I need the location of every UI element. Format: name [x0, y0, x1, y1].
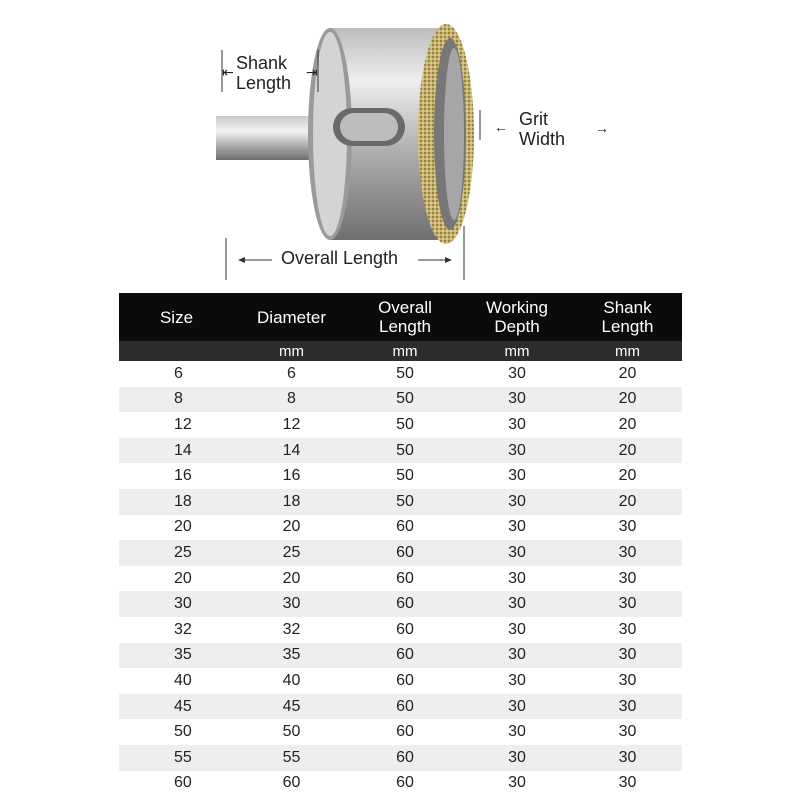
cell-size: 8: [119, 387, 234, 413]
table-row: [119, 489, 682, 515]
cell-shank-length: 30: [573, 591, 682, 617]
cell-diameter: 30: [234, 591, 349, 617]
header-working-depth: Working Depth: [461, 293, 573, 341]
cell-working-depth: 30: [461, 387, 573, 413]
cell-working-depth: 30: [461, 489, 573, 515]
cell-shank-length: 30: [573, 617, 682, 643]
cell-diameter: 35: [234, 643, 349, 669]
table-row: [119, 361, 682, 387]
cell-working-depth: 30: [461, 745, 573, 771]
table-row: [119, 771, 682, 797]
cell-diameter: 14: [234, 438, 349, 464]
table-row: [119, 668, 682, 694]
cell-working-depth: 30: [461, 694, 573, 720]
cell-size: 20: [119, 566, 234, 592]
cell-shank-length: 20: [573, 361, 682, 387]
cell-overall-length: 60: [349, 745, 461, 771]
table-row: [119, 540, 682, 566]
cell-shank-length: 30: [573, 668, 682, 694]
cell-diameter: 45: [234, 694, 349, 720]
cell-diameter: 32: [234, 617, 349, 643]
table-row: [119, 515, 682, 541]
table-row: [119, 694, 682, 720]
unit-shank-length: mm: [573, 341, 682, 361]
cell-shank-length: 20: [573, 438, 682, 464]
cell-overall-length: 60: [349, 694, 461, 720]
shank-arrow-left-icon: ⇤: [222, 64, 234, 80]
cell-size: 6: [119, 361, 234, 387]
specification-table: [119, 293, 682, 796]
drill-bit-illustration: [0, 0, 800, 290]
cell-overall-length: 60: [349, 643, 461, 669]
cell-working-depth: 30: [461, 515, 573, 541]
cell-shank-length: 20: [573, 463, 682, 489]
cell-size: 14: [119, 438, 234, 464]
units-row: [119, 341, 682, 361]
cell-diameter: 16: [234, 463, 349, 489]
cell-shank-length: 20: [573, 387, 682, 413]
cell-diameter: 25: [234, 540, 349, 566]
cell-overall-length: 50: [349, 412, 461, 438]
cell-working-depth: 30: [461, 540, 573, 566]
cell-shank-length: 30: [573, 719, 682, 745]
table-row: [119, 438, 682, 464]
cell-diameter: 20: [234, 515, 349, 541]
cell-size: 20: [119, 515, 234, 541]
cell-shank-length: 20: [573, 412, 682, 438]
shank: [216, 116, 316, 160]
cell-diameter: 40: [234, 668, 349, 694]
cell-diameter: 60: [234, 771, 349, 797]
table-row: [119, 591, 682, 617]
unit-overall-length: mm: [349, 341, 461, 361]
cell-overall-length: 50: [349, 361, 461, 387]
header-shank-length: Shank Length: [573, 293, 682, 341]
unit-working-depth: mm: [461, 341, 573, 361]
unit-diameter: mm: [234, 341, 349, 361]
cell-size: 45: [119, 694, 234, 720]
cell-overall-length: 50: [349, 387, 461, 413]
cell-size: 30: [119, 591, 234, 617]
table-row: [119, 617, 682, 643]
cell-overall-length: 60: [349, 540, 461, 566]
cell-working-depth: 30: [461, 412, 573, 438]
cell-size: 55: [119, 745, 234, 771]
cell-shank-length: 30: [573, 566, 682, 592]
cell-size: 40: [119, 668, 234, 694]
cell-working-depth: 30: [461, 566, 573, 592]
header-size: Size: [119, 293, 234, 341]
cell-working-depth: 30: [461, 771, 573, 797]
cell-overall-length: 50: [349, 438, 461, 464]
cell-size: 25: [119, 540, 234, 566]
cell-diameter: 12: [234, 412, 349, 438]
cell-size: 32: [119, 617, 234, 643]
cell-shank-length: 20: [573, 489, 682, 515]
cell-working-depth: 30: [461, 591, 573, 617]
cell-shank-length: 30: [573, 771, 682, 797]
cell-size: 60: [119, 771, 234, 797]
cell-diameter: 18: [234, 489, 349, 515]
cell-overall-length: 60: [349, 771, 461, 797]
grit-arrow-right-icon: →: [595, 120, 609, 136]
cell-overall-length: 60: [349, 617, 461, 643]
cell-diameter: 55: [234, 745, 349, 771]
cell-size: 35: [119, 643, 234, 669]
drill-bit-diagram: [0, 0, 800, 290]
cell-diameter: 6: [234, 361, 349, 387]
shank-length-label: Shank Length: [236, 53, 292, 93]
unit-size: [119, 341, 234, 361]
table-row: [119, 745, 682, 771]
cell-overall-length: 50: [349, 463, 461, 489]
cell-size: 18: [119, 489, 234, 515]
cell-size: 50: [119, 719, 234, 745]
table-row: [119, 719, 682, 745]
cell-working-depth: 30: [461, 361, 573, 387]
cell-overall-length: 50: [349, 489, 461, 515]
cell-diameter: 8: [234, 387, 349, 413]
cell-shank-length: 30: [573, 515, 682, 541]
cell-overall-length: 60: [349, 515, 461, 541]
cell-overall-length: 60: [349, 591, 461, 617]
cell-overall-length: 60: [349, 566, 461, 592]
cell-working-depth: 30: [461, 668, 573, 694]
header-overall-length: Overall Length: [349, 293, 461, 341]
cell-working-depth: 30: [461, 643, 573, 669]
shank-arrow-right-icon: ⇥: [306, 64, 318, 80]
cell-overall-length: 60: [349, 719, 461, 745]
cell-working-depth: 30: [461, 463, 573, 489]
grit-arrow-left-icon: ←: [494, 119, 508, 135]
table-row: [119, 643, 682, 669]
cell-shank-length: 30: [573, 745, 682, 771]
table-row: [119, 566, 682, 592]
grit-width-label: Grit Width: [519, 109, 566, 149]
cell-diameter: 50: [234, 719, 349, 745]
cell-shank-length: 30: [573, 694, 682, 720]
overall-length-label: Overall Length: [281, 248, 399, 268]
table-body: [119, 361, 682, 796]
cell-overall-length: 60: [349, 668, 461, 694]
table-row: [119, 387, 682, 413]
cell-working-depth: 30: [461, 617, 573, 643]
table-header-row: [119, 293, 682, 341]
table-row: [119, 463, 682, 489]
cell-working-depth: 30: [461, 438, 573, 464]
cell-diameter: 20: [234, 566, 349, 592]
header-diameter: Diameter: [234, 293, 349, 341]
table-row: [119, 412, 682, 438]
cell-shank-length: 30: [573, 643, 682, 669]
cell-shank-length: 30: [573, 540, 682, 566]
cell-size: 12: [119, 412, 234, 438]
cell-working-depth: 30: [461, 719, 573, 745]
cell-size: 16: [119, 463, 234, 489]
